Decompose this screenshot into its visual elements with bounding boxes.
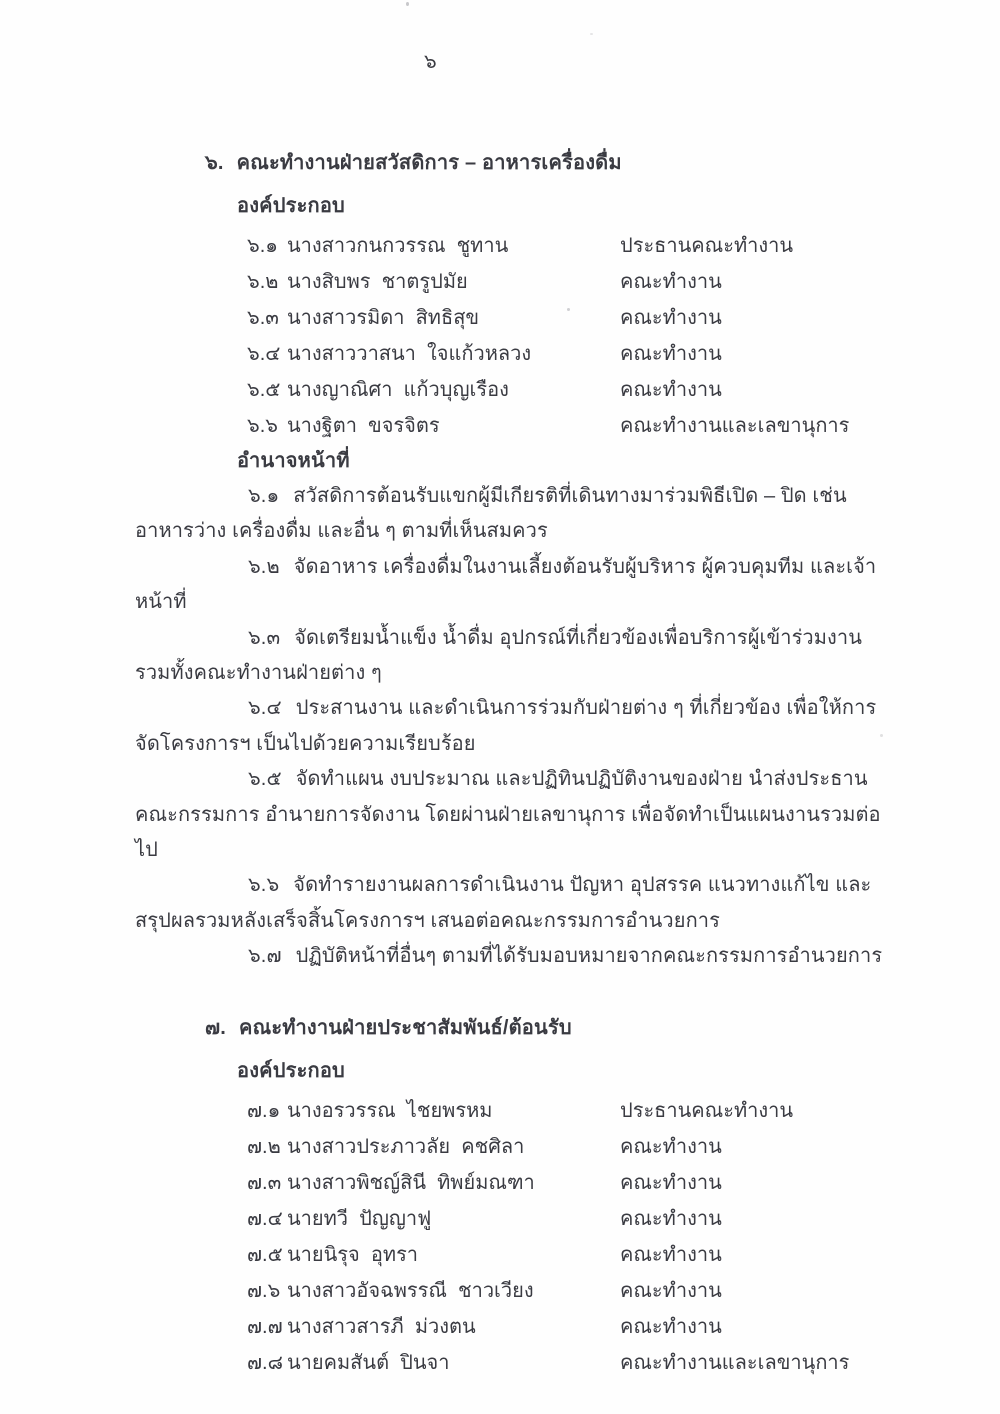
section-title: คณะทำงานฝ่ายสวัสดิการ – อาหารเครื่องดื่ม xyxy=(236,152,622,174)
section-heading xyxy=(205,148,887,178)
member-name: นายคมสันต์ ปินจา xyxy=(287,1351,450,1374)
member-role: คณะทำงาน xyxy=(620,1207,722,1230)
scan-artifact xyxy=(406,2,409,6)
member-name: นางญาณิศา แก้วบุญเรือง xyxy=(287,379,509,401)
duty-text: สวัสดิการต้อนรับแขกผู้มีเกียรติที่เดินทางมาร่วมพิธีเปิด – ปิด เช่น อาหารว่าง เครื่องดื่ม และอื่น ๆ ตามที่เห็นสมควร xyxy=(135,485,847,543)
duty-item xyxy=(135,550,887,621)
member-row xyxy=(135,1273,887,1309)
composition-label: องค์ประกอบ xyxy=(237,1059,345,1082)
member-row xyxy=(135,1309,887,1345)
member-list xyxy=(135,1093,887,1381)
member-row xyxy=(135,1093,887,1129)
duty-text: ประสานงาน และดำเนินการร่วมกับฝ่ายต่าง ๆ ที่เกี่ยวข้อง เพื่อให้การจัดโครงการฯ เป็นไปด้วยความเรียบร้อย xyxy=(135,697,877,755)
member-row xyxy=(135,1237,887,1273)
member-row xyxy=(135,1165,887,1201)
member-row xyxy=(135,1129,887,1165)
member-row xyxy=(135,300,887,336)
member-role: คณะทำงาน xyxy=(620,1171,722,1194)
member-number: ๖.๒ xyxy=(247,271,279,293)
duty-number: ๖.๗ xyxy=(248,945,282,968)
member-number: ๖.๓ xyxy=(247,307,279,329)
duty-number: ๖.๔ xyxy=(248,697,282,720)
member-name: นายทวี ปัญญาฟู xyxy=(287,1207,432,1230)
member-number: ๗.๗ xyxy=(247,1315,283,1338)
member-role: คณะทำงาน xyxy=(620,1135,722,1158)
member-role: คณะทำงาน xyxy=(620,271,722,293)
member-number: ๗.๑ xyxy=(247,1099,281,1122)
member-name: นางสิบพร ชาตรูปมัย xyxy=(287,271,468,293)
member-role: คณะทำงานและเลขานุการ xyxy=(620,1351,850,1374)
scan-artifact xyxy=(590,33,593,35)
duty-text: จัดอาหาร เครื่องดื่มในงานเลี้ยงต้อนรับผู้บริหาร ผู้ควบคุมทีม และเจ้าหน้าที่ xyxy=(135,555,877,614)
member-name: นางสาวประภาวลัย คชศิลา xyxy=(287,1135,525,1158)
member-name: นางสาวสารภี ม่วงตน xyxy=(287,1315,476,1338)
duty-item xyxy=(135,621,887,692)
member-row xyxy=(135,228,887,264)
member-role: คณะทำงาน xyxy=(620,343,722,365)
member-row xyxy=(135,408,887,444)
duties-label: อำนาจหน้าที่ xyxy=(237,450,350,472)
member-row xyxy=(135,336,887,372)
duty-number: ๖.๓ xyxy=(248,626,281,649)
duty-item xyxy=(135,691,887,762)
member-name: นางสาววาสนา ใจแก้วหลวง xyxy=(287,343,532,365)
duty-item xyxy=(135,762,887,868)
member-name: นางอรวรรณ ไชยพรหม xyxy=(287,1099,493,1122)
member-list xyxy=(135,228,887,444)
member-role: คณะทำงาน xyxy=(620,1315,722,1338)
duty-number: ๖.๒ xyxy=(248,555,280,578)
section-title: คณะทำงานฝ่ายประชาสัมพันธ์/ต้อนรับ xyxy=(239,1016,572,1039)
member-name: นางสาวกนกวรรณ ชูทาน xyxy=(287,235,509,257)
section-heading xyxy=(205,1013,887,1043)
member-row xyxy=(135,264,887,300)
member-role: ประธานคณะทำงาน xyxy=(620,235,794,257)
duty-text: จัดเตรียมน้ำแข็ง น้ำดื่ม อุปกรณ์ที่เกี่ยวข้องเพื่อบริการผู้เข้าร่วมงาน รวมทั้งคณะทำงานฝ่ายต่าง ๆ xyxy=(135,626,863,685)
member-role: คณะทำงานและเลขานุการ xyxy=(620,415,850,437)
member-number: ๗.๔ xyxy=(247,1207,283,1230)
duty-item xyxy=(135,939,887,974)
duty-number: ๖.๕ xyxy=(248,768,282,791)
member-number: ๗.๒ xyxy=(247,1135,281,1158)
duty-item xyxy=(135,479,887,550)
member-number: ๖.๖ xyxy=(247,415,278,437)
member-row xyxy=(135,1201,887,1237)
member-role: คณะทำงาน xyxy=(620,307,722,329)
duty-item xyxy=(135,868,887,939)
duty-list xyxy=(135,479,887,975)
member-name: นางสาวอัจฉพรรณี ชาวเวียง xyxy=(287,1279,534,1302)
duty-text: ปฏิบัติหน้าที่อื่นๆ ตามที่ได้รับมอบหมายจากคณะกรรมการอำนวยการ xyxy=(295,945,883,968)
member-role: คณะทำงาน xyxy=(620,1243,722,1266)
member-role: คณะทำงาน xyxy=(620,1279,722,1302)
member-name: นางฐิตา ขจรจิตร xyxy=(287,415,440,437)
member-number: ๖.๑ xyxy=(247,235,278,257)
member-role: คณะทำงาน xyxy=(620,379,722,401)
member-number: ๗.๖ xyxy=(247,1279,281,1302)
member-number: ๗.๓ xyxy=(247,1171,282,1194)
member-name: นายนิรุจ อุทรา xyxy=(287,1243,419,1266)
member-row xyxy=(135,1345,887,1381)
section-number: ๖. xyxy=(205,152,224,174)
section-public-relations xyxy=(135,1013,887,1381)
member-name: นางสาวพิชญ์สินี ทิพย์มณฑา xyxy=(287,1171,535,1194)
page-number: ๖ xyxy=(424,51,437,73)
composition-label: องค์ประกอบ xyxy=(237,195,345,217)
section-number: ๗. xyxy=(205,1016,226,1039)
member-role: ประธานคณะทำงาน xyxy=(620,1099,794,1122)
member-row xyxy=(135,372,887,408)
document-content xyxy=(135,148,887,1381)
duty-text: จัดทำแผน งบประมาณ และปฏิทินปฏิบัติงานของฝ่าย นำส่งประธานคณะกรรมการ อำนายการจัดงาน โดยผ่านฝ่ายเลขานุการ เพื่อจัดทำเป็นแผนงานรวมต่อไป xyxy=(135,768,881,862)
section-welfare-food xyxy=(135,148,887,975)
member-name: นางสาวรมิดา สิทธิสุข xyxy=(287,307,480,329)
member-number: ๗.๘ xyxy=(247,1351,284,1374)
duty-text: จัดทำรายงานผลการดำเนินงาน ปัญหา อุปสรรค แนวทางแก้ไข และสรุปผลรวมหลังเสร็จสิ้นโครงการฯ เสนอต่อคณะกรรมการอำนวยการ xyxy=(135,874,872,932)
duty-number: ๖.๑ xyxy=(248,485,280,507)
duty-number: ๖.๖ xyxy=(248,874,280,897)
member-number: ๖.๕ xyxy=(247,379,281,401)
member-number: ๗.๕ xyxy=(247,1243,283,1266)
member-number: ๖.๔ xyxy=(247,343,281,365)
